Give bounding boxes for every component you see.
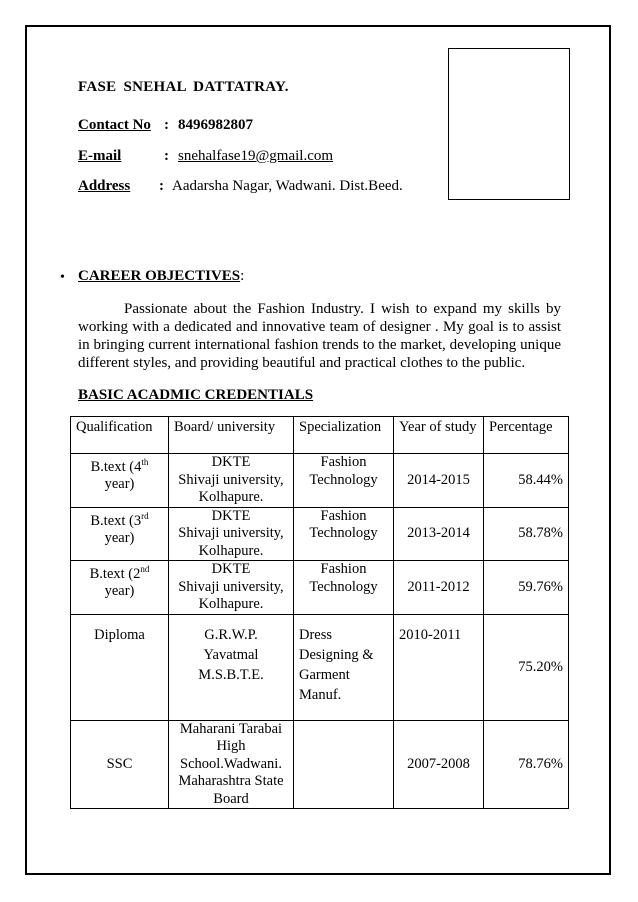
header-specialization: Specialization [294, 417, 394, 454]
qualification-text-end: year) [104, 583, 135, 600]
specialization-line: Technology [309, 525, 378, 541]
career-objective-text: Passionate about the Fashion Industry. I wish to expand my skills by working with a dedicated and innovative team of designer . My goal is to assist in bringing current international fashion trends to the market, developing unique different styles, and providing beautiful and practical clothes to the public. [78, 301, 561, 371]
specialization-line: Garment [299, 666, 350, 683]
specialization-line: Fashion [320, 507, 367, 524]
year-cell: 2013-2014 [394, 507, 484, 561]
specialization-line: Fashion [320, 454, 367, 470]
specialization-cell [294, 614, 394, 720]
board-line: Shivaji university, [178, 578, 284, 595]
board-line: Shivaji university, [178, 525, 284, 541]
board-line: High [216, 738, 246, 754]
board-cell [169, 454, 294, 508]
address-value: Aadarsha Nagar, Wadwani. Dist.Beed. [172, 178, 403, 194]
board-line: M.S.B.T.E. [198, 666, 264, 683]
table-row [71, 454, 569, 508]
board-line: Maharashtra State [178, 773, 284, 789]
contact-number-value: 8496982807 [178, 117, 253, 133]
qualification-sup: rd [141, 510, 149, 521]
board-line: Board [213, 790, 249, 807]
qualification-cell: Diploma [71, 614, 169, 720]
contact-number-label: Contact No [78, 117, 151, 133]
email-label: E-mail [78, 148, 122, 164]
table-header-row [71, 417, 569, 454]
board-line: Maharani Tarabai [179, 720, 283, 737]
qualification-sup: th [141, 457, 149, 467]
header-qualification: Qualification [71, 417, 169, 454]
career-objectives-title: CAREER OBJECTIVES [78, 268, 241, 284]
qualification-text: B.text (2 [89, 565, 141, 582]
photo-placeholder [448, 48, 570, 200]
table-row [71, 507, 569, 561]
board-line: DKTE [211, 454, 251, 470]
table-row [71, 561, 569, 615]
board-cell [169, 507, 294, 561]
qualification-cell [71, 507, 169, 561]
career-objectives-heading [78, 268, 244, 285]
percentage-cell: 78.76% [484, 720, 569, 809]
header-percentage: Percentage [484, 417, 569, 454]
email-colon: : [164, 148, 169, 164]
qualification-cell: SSC [71, 720, 169, 809]
qualification-text: B.text (3 [90, 512, 142, 529]
bullet-icon: • [60, 270, 65, 285]
table-row [71, 614, 569, 720]
board-line: Shivaji university, [178, 471, 284, 488]
contact-number-colon: : [164, 117, 169, 133]
board-line: DKTE [211, 561, 251, 577]
specialization-line: Technology [309, 471, 378, 488]
specialization-line: Dress [299, 626, 333, 643]
qualification-text-end: year) [104, 476, 135, 493]
percentage-cell: 58.78% [484, 507, 569, 561]
board-line: Kolhapure. [198, 542, 264, 559]
career-objectives-colon: : [240, 268, 245, 284]
header-board: Board/ university [169, 417, 294, 454]
board-line: G.R.W.P. [204, 626, 258, 643]
qualification-text-end: year) [104, 529, 135, 546]
qualification-text: B.text (4 [90, 458, 142, 475]
specialization-cell [294, 507, 394, 561]
candidate-name: FASE SNEHAL DATTATRAY. [78, 79, 289, 95]
table-row [71, 720, 569, 809]
specialization-line: Fashion [320, 561, 367, 577]
board-cell [169, 561, 294, 615]
board-cell [169, 614, 294, 720]
board-cell [169, 720, 294, 809]
address-label: Address [78, 178, 131, 194]
board-line: Yavatmal [203, 646, 259, 663]
board-line: DKTE [211, 507, 251, 524]
board-line: School.Wadwani. [180, 755, 282, 772]
credentials-table [70, 416, 569, 809]
board-line: Kolhapure. [198, 596, 264, 612]
qualification-cell [71, 454, 169, 508]
specialization-cell [294, 454, 394, 508]
percentage-cell: 75.20% [484, 614, 569, 720]
percentage-cell: 58.44% [484, 454, 569, 508]
specialization-line: Designing & [299, 646, 374, 663]
qualification-sup: nd [140, 564, 150, 574]
year-cell: 2010-2011 [394, 614, 484, 720]
board-line: Kolhapure. [198, 489, 264, 505]
header-year: Year of study [394, 417, 484, 454]
year-cell: 2011-2012 [394, 561, 484, 615]
year-cell: 2014-2015 [394, 454, 484, 508]
email-link[interactable]: snehalfase19@gmail.com [178, 148, 334, 164]
qualification-cell [71, 561, 169, 615]
specialization-cell [294, 561, 394, 615]
credentials-heading: BASIC ACADMIC CREDENTIALS [78, 387, 314, 403]
year-cell: 2007-2008 [394, 720, 484, 809]
address-colon: : [159, 178, 164, 194]
specialization-cell [294, 720, 394, 809]
specialization-line: Technology [309, 578, 378, 595]
specialization-line: Manuf. [299, 686, 342, 703]
percentage-cell: 59.76% [484, 561, 569, 615]
